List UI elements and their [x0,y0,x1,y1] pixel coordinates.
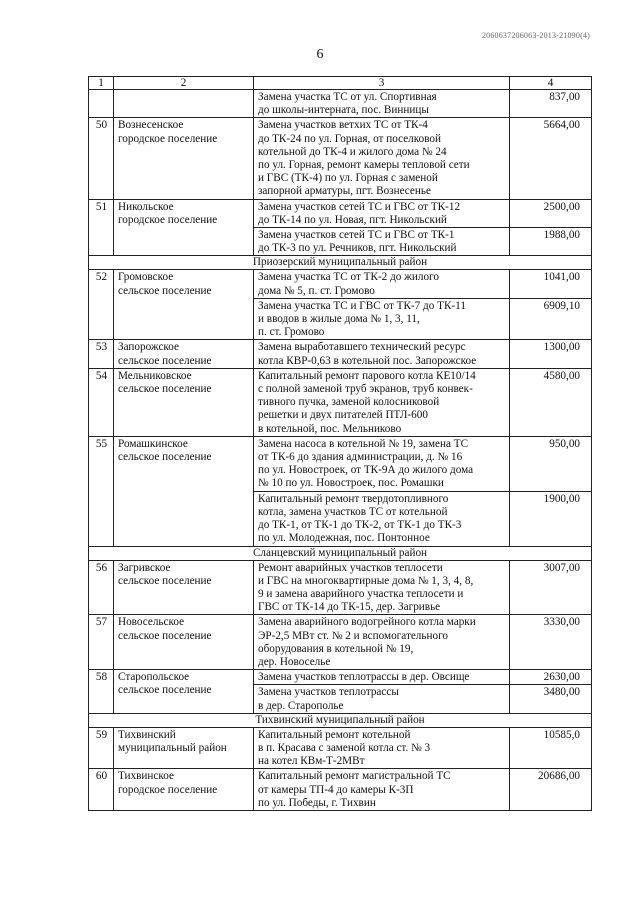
row-number: 56 [89,560,114,615]
table-row [89,670,592,685]
settlement-cell: Громовское сельское поселение [114,270,254,340]
region-heading: Сланцевский муниципальный район [89,546,592,560]
table-row [89,436,592,491]
amount: 3480,00 [510,685,592,713]
region-heading: Приозерский муниципальный район [89,256,592,270]
table-row [89,118,592,199]
settlement-cell: Мельниковское сельское поселение [114,368,254,436]
row-number: 51 [89,199,114,256]
column-header: 2 [114,77,254,90]
column-header: 1 [89,77,114,90]
work-description: Замена участков теплотрассы в дер. Овсище [254,670,510,685]
settlement-cell: Никольское городское поселение [114,199,254,256]
row-number: 60 [89,769,114,811]
table-row [89,270,592,298]
work-description: Капитальный ремонт котельной в п. Красава с заменой котла ст. № 3 на котел КВм-Т-2МВт [254,727,510,769]
row-number: 52 [89,270,114,340]
settlement-cell: Ромашкинское сельское поселение [114,436,254,546]
row-number: 53 [89,340,114,368]
table-row [89,90,592,118]
row-number: 50 [89,118,114,199]
row-number [89,90,114,118]
work-description: Замена участка ТС от ул. Спортивная до школы-интерната, пос. Винницы [254,90,510,118]
table-row [89,769,592,811]
amount: 3007,00 [510,560,592,615]
amount: 950,00 [510,436,592,491]
work-description: Замена насоса в котельной № 19, замена ТС от ТК-6 до здания администрации, д. № 16 по ул. Новостроек, от ТК-9А до жилого дома № 10 по ул. Новостроек, пос. Ромашки [254,436,510,491]
work-description: Замена участков сетей ТС и ГВС от ТК-1 до ТК-3 по ул. Речников, пгт. Никольский [254,228,510,256]
work-description: Капитальный ремонт магистральной ТС от камеры ТП-4 до камеры К-3П по ул. Победы, г. Тихвин [254,769,510,811]
table-row [89,727,592,769]
heat-supply-table [88,76,592,811]
work-description: Капитальный ремонт парового котла КЕ10/14 с полной заменой труб экранов, труб конвек- тивного пучка, заменой колосниковой решетки и двух питателей ПТЛ-600 в котельной, пос. Мельниково [254,368,510,436]
amount: 6909,10 [510,298,592,340]
region-row [89,546,592,560]
amount: 10585,0 [510,727,592,769]
settlement-cell: Вознесенское городское поселение [114,118,254,199]
page-number: 6 [316,47,324,62]
row-number: 55 [89,436,114,546]
row-number: 54 [89,368,114,436]
work-description: Замена участков ветхих ТС от ТК-4 до ТК-24 по ул. Горная, от поселковой котельной до ТК-4 и жилого дома № 24 по ул. Горная, ремонт камеры тепловой сети и ГВС (ТК-4) по ул. Горная с заменой запорной арматуры, пгт. Вознесенье [254,118,510,199]
amount: 4580,00 [510,368,592,436]
work-description: Ремонт аварийных участков теплосети и ГВС на многоквартирные дома № 1, 3, 4, 8, 9 и замена аварийного участка теплосети и ГВС от ТК-14 до ТК-15, дер. Загривье [254,560,510,615]
table-row [89,199,592,227]
column-header: 4 [510,77,592,90]
table-row [89,368,592,436]
amount: 2500,00 [510,199,592,227]
amount: 837,00 [510,90,592,118]
work-description: Замена участка ТС и ГВС от ТК-7 до ТК-11 и вводов в жилые дома № 1, 3, 11, п. ст. Громово [254,298,510,340]
column-header: 3 [254,77,510,90]
settlement-cell: Тихвинское городское поселение [114,769,254,811]
settlement-cell [114,90,254,118]
region-row [89,256,592,270]
amount: 20686,00 [510,769,592,811]
settlement-cell: Старопольское сельское поселение [114,670,254,714]
work-description: Капитальный ремонт твердотопливного котла, замена участков ТС от котельной до ТК-1, от ТК-1 до ТК-2, от ТК-1 до ТК-3 по ул. Молодежная, пос. Понтонное [254,491,510,546]
settlement-cell: Запорожское сельское поселение [114,340,254,368]
row-number: 59 [89,727,114,769]
region-heading: Тихвинский муниципальный район [89,713,592,727]
table-row [89,560,592,615]
work-description: Замена участка ТС от ТК-2 до жилого дома № 5, п. ст. Громово [254,270,510,298]
amount: 1041,00 [510,270,592,298]
row-number: 58 [89,670,114,714]
settlement-cell: Тихвинский муниципальный район [114,727,254,769]
document-id: 2060637206063-2013-21090(4) [481,31,590,40]
region-row [89,713,592,727]
row-number: 57 [89,615,114,670]
amount: 1300,00 [510,340,592,368]
work-description: Замена выработавшего технический ресурс котла КВР-0,63 в котельной пос. Запорожское [254,340,510,368]
header-row [89,77,592,90]
table-row [89,340,592,368]
amount: 1988,00 [510,228,592,256]
table-row [89,615,592,670]
work-description: Замена участков теплотрассы в дер. Старополье [254,685,510,713]
amount: 3330,00 [510,615,592,670]
amount: 5664,00 [510,118,592,199]
settlement-cell: Новосельское сельское поселение [114,615,254,670]
amount: 1900,00 [510,491,592,546]
work-description: Замена участков сетей ТС и ГВС от ТК-12 до ТК-14 по ул. Новая, пгт. Никольский [254,199,510,227]
settlement-cell: Загривское сельское поселение [114,560,254,615]
amount: 2630,00 [510,670,592,685]
work-description: Замена аварийного водогрейного котла марки ЭР-2,5 МВт ст. № 2 и вспомогательного оборудования в котельной № 19, дер. Новоселье [254,615,510,670]
